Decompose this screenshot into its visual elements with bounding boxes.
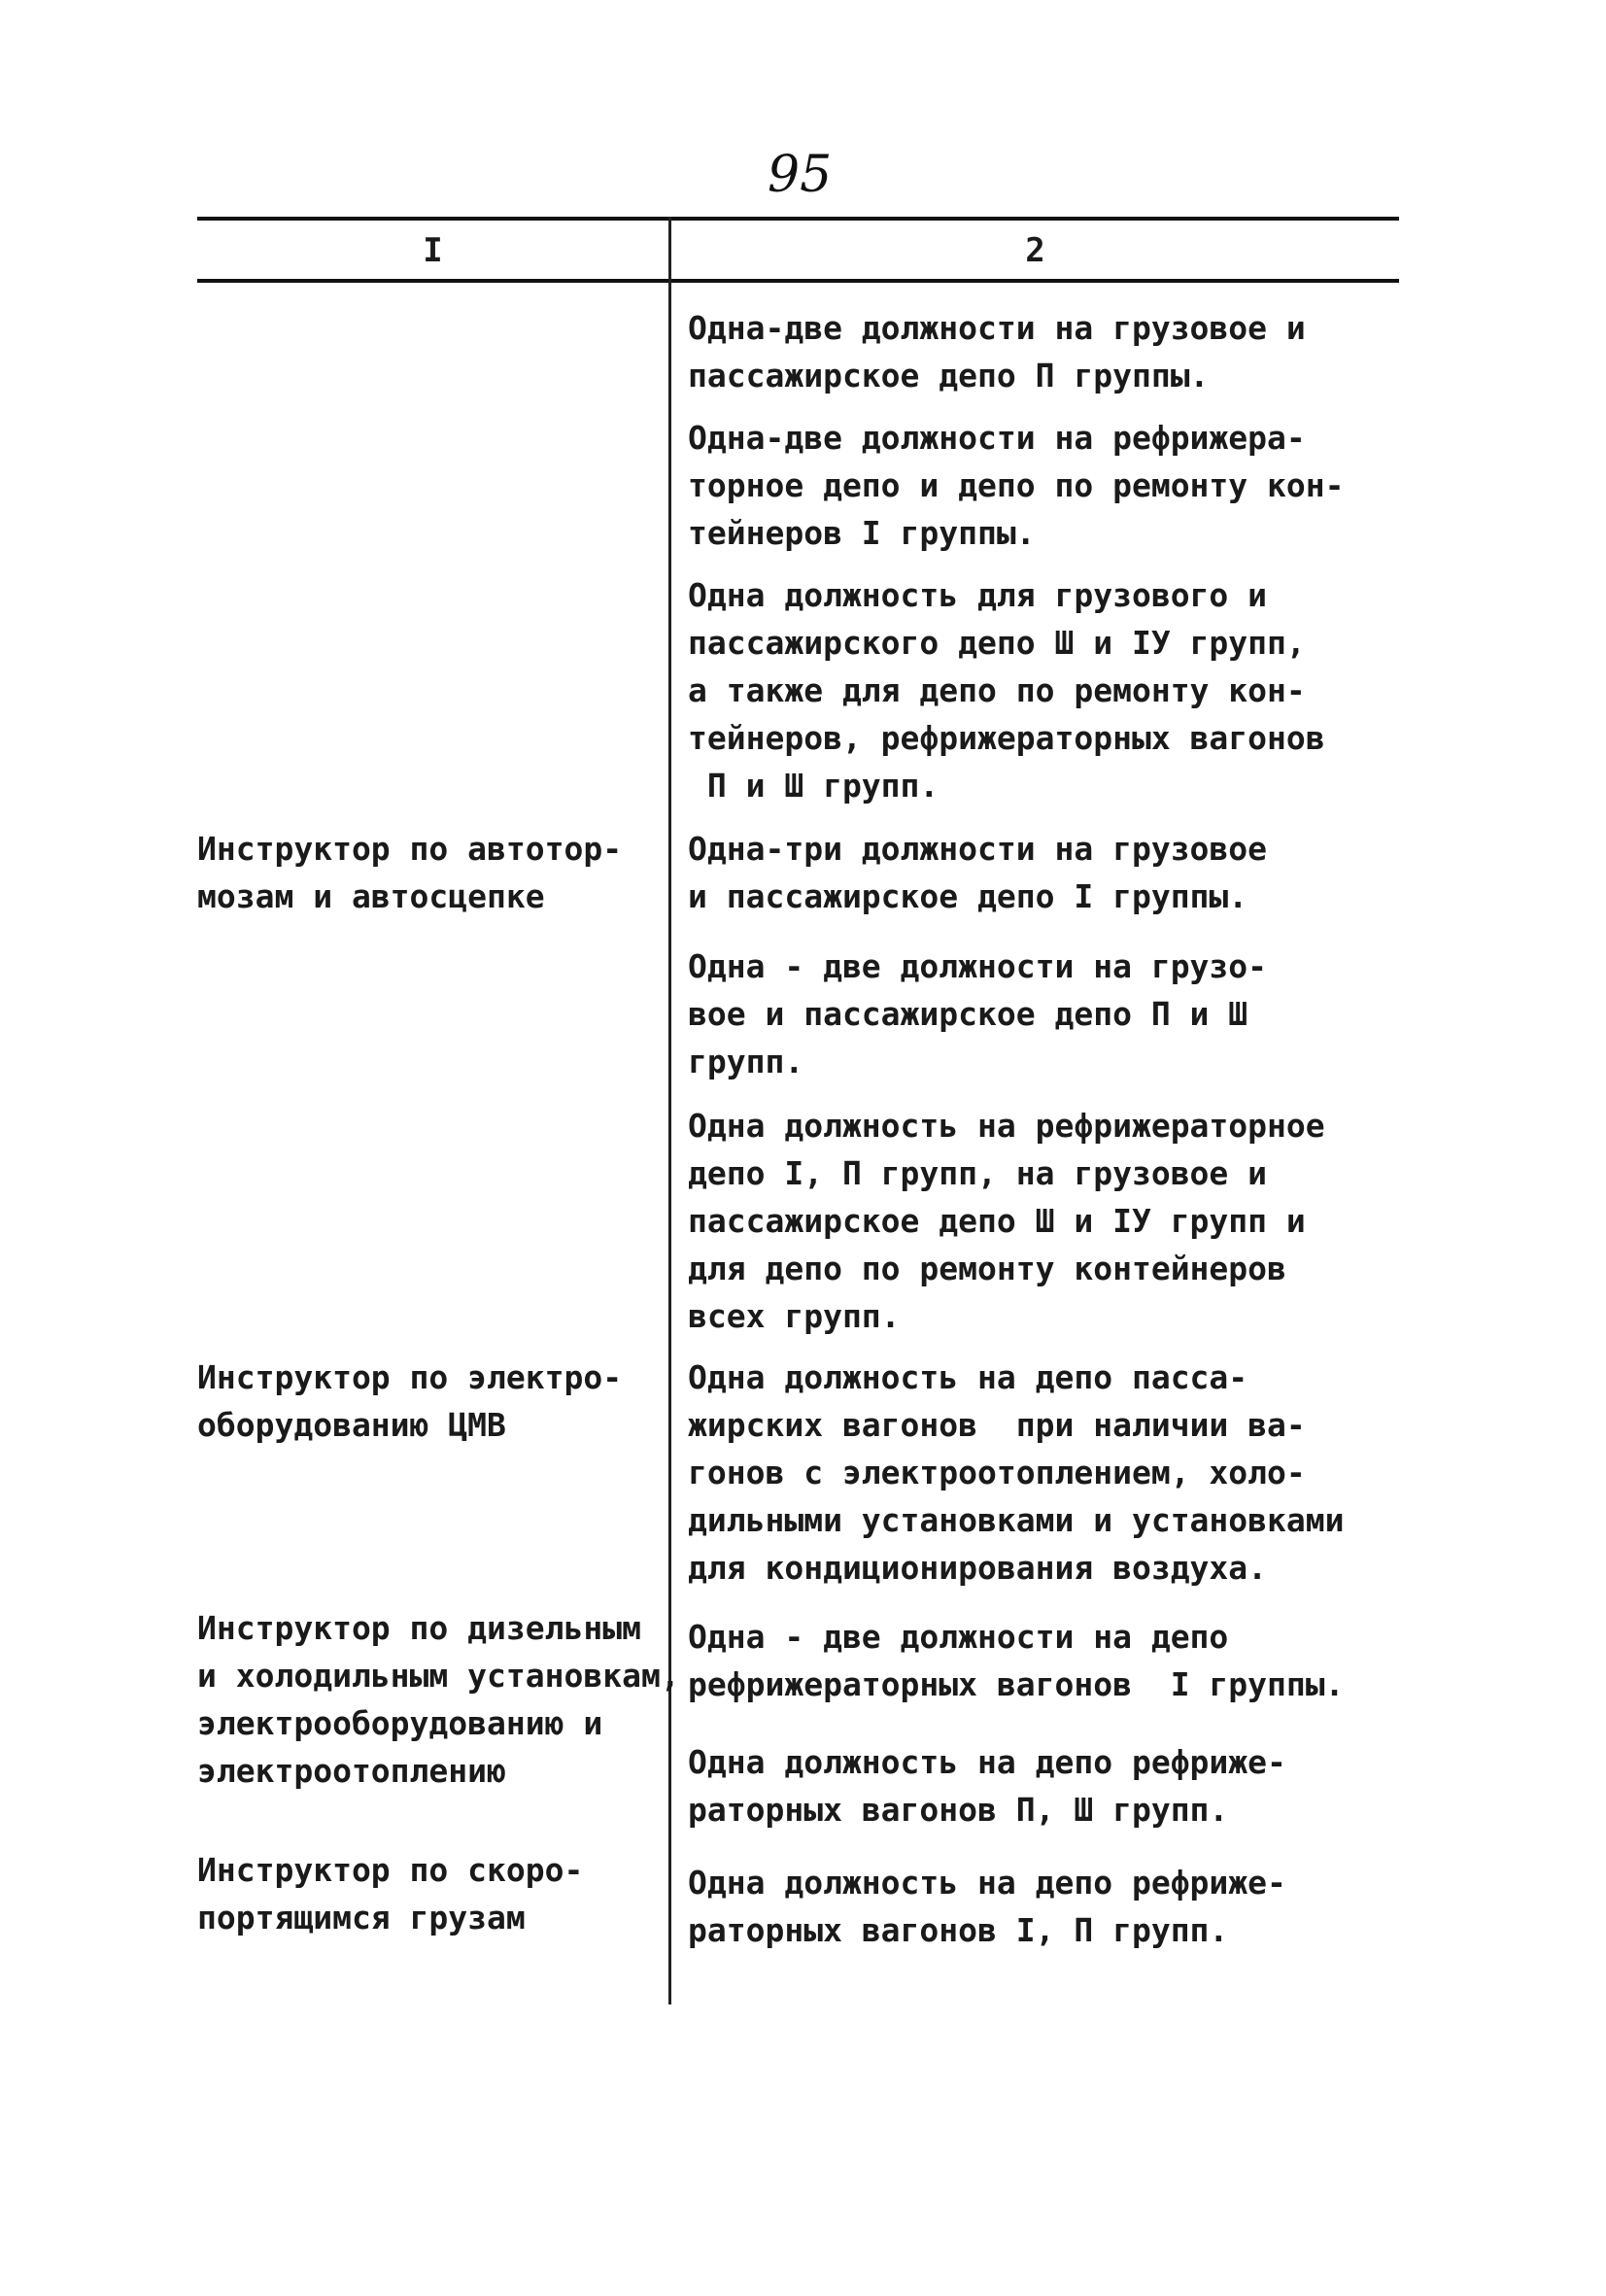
norm-text: Одна - две должности на грузо- вое и пассажирское депо П и Ш групп. (688, 947, 1268, 1080)
norm-text: Одна должность на депо рефриже- раторных вагонов П, Ш групп. (688, 1743, 1286, 1829)
norm-text: Одна - две должности на депо рефрижераторных вагонов I группы. (688, 1618, 1345, 1703)
page-number: 95 (768, 146, 833, 204)
position-title: Инструктор по дизельным и холодильным установкам, электрооборудованию и электроотоплению (197, 1609, 680, 1790)
norm-text: Одна должность на депо рефриже- раторных вагонов I, П групп. (688, 1864, 1286, 1949)
norm-text: Одна-две должности на рефрижера- торное депо и депо по ремонту кон- тейнеров I группы. (688, 419, 1345, 552)
norm-text: Одна-две должности на грузовое и пассажирское депо П группы. (688, 309, 1306, 394)
norm-text: Одна должность для грузового и пассажирского депо Ш и IУ групп, а также для депо по ремонту кон- тейнеров, рефрижераторных вагонов П и Ш групп. (688, 576, 1325, 805)
header-cell-col1: I (423, 231, 443, 270)
position-title: Инструктор по скоро- портящимся грузам (197, 1851, 584, 1936)
position-title: Инструктор по автотор- мозам и автосцепке (197, 830, 623, 915)
table-top-rule (197, 217, 1399, 221)
norm-text: Одна должность на депо пасса- жирских вагонов при наличии ва- гонов с электроотоплением, холо- дильными установками и установками для кондиционирования воздуха. (688, 1358, 1345, 1587)
norm-text: Одна должность на рефрижераторное депо I, П групп, на грузовое и пассажирское депо Ш и IУ групп и для депо по ремонту контейнеров всех групп. (688, 1107, 1325, 1335)
header-cell-col2: 2 (1025, 231, 1045, 270)
position-title: Инструктор по электро- оборудованию ЦМВ (197, 1358, 623, 1444)
norm-text: Одна-три должности на грузовое и пассажирское депо I группы. (688, 830, 1268, 915)
table-header-rule (197, 279, 1399, 283)
